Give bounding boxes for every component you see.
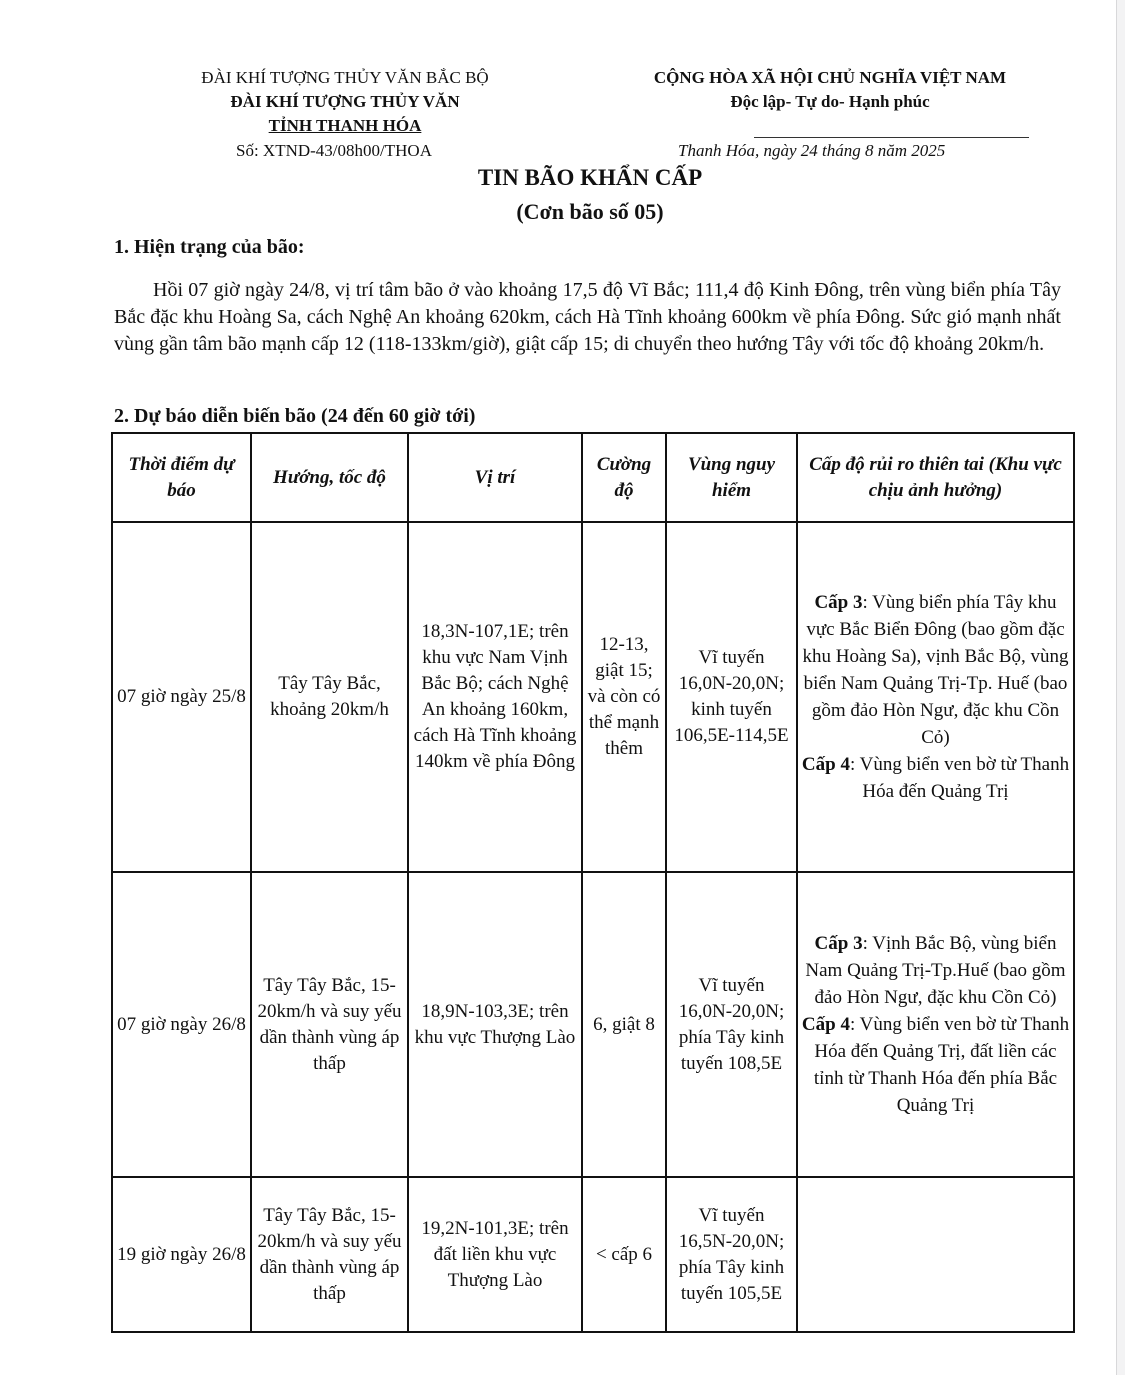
header-intensity: Cường độ (582, 433, 666, 522)
country-name: CỘNG HÒA XÃ HỘI CHỦ NGHĨA VIỆT NAM (653, 68, 1007, 87)
cell-danger-zone: Vĩ tuyến 16,5N-20,0N; phía Tây kinh tuyến 105,5E (666, 1177, 797, 1332)
risk-description: : Vùng biển ven bờ từ Thanh Hóa đến Quảng Trị (849, 754, 1070, 802)
table-row (112, 1177, 1074, 1332)
agency-line-2: ĐÀI KHÍ TƯỢNG THỦY VĂN (230, 92, 460, 111)
risk-description: : Vịnh Bắc Bộ, vùng biển Nam Quảng Trị-Tp.Huế (bao gồm đảo Hòn Ngư, đặc khu Cồn Cỏ) (805, 933, 1066, 1008)
cell-intensity: 6, giật 8 (582, 872, 666, 1177)
risk-level-label: Cấp 4 (801, 754, 850, 775)
header-position: Vị trí (408, 433, 582, 522)
risk-entry (801, 751, 1070, 805)
risk-description: : Vùng biển phía Tây khu vực Bắc Biển Đông (bao gồm đặc khu Hoàng Sa), vịnh Bắc Bộ, vùng biển Nam Quảng Trị-Tp. Huế (bao gồm đảo Hòn Ngư, đặc khu Cồn Cỏ) (802, 592, 1069, 748)
table-header-row (112, 433, 1074, 522)
header-direction-speed: Hướng, tốc độ (251, 433, 408, 522)
cell-time: 07 giờ ngày 26/8 (112, 872, 251, 1177)
motto-underline (754, 137, 1029, 138)
national-header (600, 66, 1060, 114)
section-1-heading: 1. Hiện trạng của bão: (114, 236, 305, 258)
forecast-table (111, 432, 1075, 1333)
section-2-heading: 2. Dự báo diễn biến bão (24 đến 60 giờ tới) (114, 405, 476, 427)
document-subtitle: (Cơn bão số 05) (516, 199, 664, 224)
risk-level-label: Cấp 3 (814, 592, 863, 613)
risk-level-label: Cấp 4 (801, 1014, 850, 1035)
document-title: TIN BÃO KHẨN CẤP (477, 165, 703, 190)
table-row (112, 522, 1074, 872)
cell-direction: Tây Tây Bắc, 15-20km/h và suy yếu dần thành vùng áp thấp (251, 872, 408, 1177)
risk-entry (801, 930, 1070, 1011)
section-1-text: Hồi 07 giờ ngày 24/8, vị trí tâm bão ở vào khoảng 17,5 độ Vĩ Bắc; 111,4 độ Kinh Đông, trên vùng biển phía Tây Bắc đặc khu Hoàng Sa, cách Nghệ An khoảng 620km, cách Hà Tĩnh khoảng 600km về phía Đông. Sức gió mạnh nhất vùng gần tâm bão mạnh cấp 12 (118-133km/giờ), giật cấp 15; di chuyển theo hướng Tây với tốc độ khoảng 20km/h. (114, 279, 1061, 355)
cell-intensity: 12-13, giật 15; và còn có thể mạnh thêm (582, 522, 666, 872)
cell-intensity: < cấp 6 (582, 1177, 666, 1332)
risk-entry (801, 589, 1070, 751)
cell-danger-zone: Vĩ tuyến 16,0N-20,0N; kinh tuyến 106,5E-114,5E (666, 522, 797, 872)
agency-line-3: TỈNH THANH HÓA (268, 116, 422, 135)
cell-direction: Tây Tây Bắc, khoảng 20km/h (251, 522, 408, 872)
agency-header (150, 66, 540, 138)
header-danger-zone: Vùng nguy hiểm (666, 433, 797, 522)
cell-direction: Tây Tây Bắc, 15-20km/h và suy yếu dần thành vùng áp thấp (251, 1177, 408, 1332)
cell-position: 18,9N-103,3E; trên khu vực Thượng Lào (408, 872, 582, 1177)
cell-danger-zone: Vĩ tuyến 16,0N-20,0N; phía Tây kinh tuyến 108,5E (666, 872, 797, 1177)
risk-description: : Vùng biển ven bờ từ Thanh Hóa đến Quảng Trị, đất liền các tỉnh từ Thanh Hóa đến phía Bắc Quảng Trị (813, 1014, 1070, 1116)
cell-time: 19 giờ ngày 26/8 (112, 1177, 251, 1332)
risk-level-label: Cấp 3 (814, 933, 863, 954)
agency-line-1: ĐÀI KHÍ TƯỢNG THỦY VĂN BẮC BỘ (201, 68, 489, 87)
cell-risk (797, 872, 1074, 1177)
cell-risk (797, 522, 1074, 872)
place-date: Thanh Hóa, ngày 24 tháng 8 năm 2025 (678, 141, 946, 160)
cell-position: 18,3N-107,1E; trên khu vực Nam Vịnh Bắc Bộ; cách Nghệ An khoảng 160km, cách Hà Tĩnh khoảng 140km về phía Đông (408, 522, 582, 872)
reference-number: Số: XTND-43/08h00/THOA (236, 141, 432, 160)
cell-risk (797, 1177, 1074, 1332)
header-risk-level: Cấp độ rủi ro thiên tai (Khu vực chịu ảnh hưởng) (797, 433, 1074, 522)
national-motto: Độc lập- Tự do- Hạnh phúc (730, 92, 930, 111)
table-row (112, 872, 1074, 1177)
cell-time: 07 giờ ngày 25/8 (112, 522, 251, 872)
cell-position: 19,2N-101,3E; trên đất liền khu vực Thượng Lào (408, 1177, 582, 1332)
header-forecast-time: Thời điểm dự báo (112, 433, 251, 522)
risk-entry (801, 1011, 1070, 1119)
